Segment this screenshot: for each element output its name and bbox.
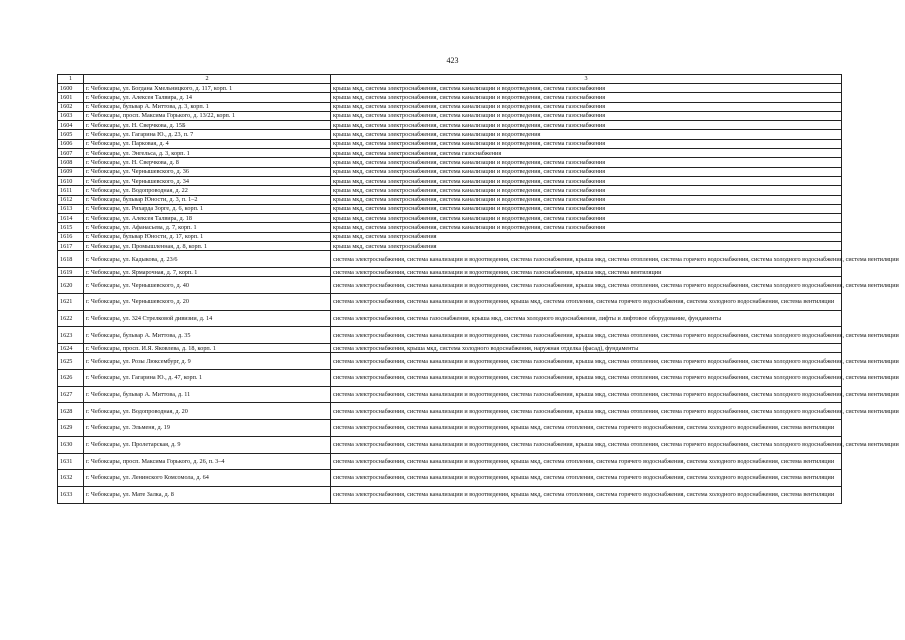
address-cell: г. Чебоксары, ул. Богдана Хмельницкого, д. 117, корп. 1 (84, 84, 331, 93)
row-number-cell: 1606 (58, 139, 84, 148)
row-number-cell: 1603 (58, 111, 84, 120)
table-row (58, 470, 842, 487)
table-row (58, 310, 842, 327)
row-number-cell: 1604 (58, 121, 84, 130)
row-number-cell: 1625 (58, 353, 84, 370)
table-row (58, 158, 842, 167)
works-cell: крыша мкд, система электроснабжения, система канализации и водоотведения (331, 130, 842, 139)
works-cell: система электроснабжения, крыша мкд, система холодного водоснабжения, наружная отделка (фасад), фундаменты (331, 344, 842, 353)
row-number-cell: 1601 (58, 93, 84, 102)
table-row (58, 214, 842, 223)
works-cell: крыша мкд, система электроснабжения, система канализации и водоотведения, система газоснабжения (331, 93, 842, 102)
row-number-cell: 1618 (58, 251, 84, 268)
row-number-cell: 1630 (58, 436, 84, 453)
column-header-address: 2 (84, 75, 331, 84)
works-cell: система электроснабжения, система канализации и водоотведения, крыша мкд, система отопления, система горячего водоснабжения, система холодного водоснабжения, система вентиляции (331, 453, 842, 470)
address-cell: г. Чебоксары, ул. Мате Залка, д. 8 (84, 486, 331, 503)
address-cell: г. Чебоксары, ул. Промышленная, д. 8, корп. 1 (84, 242, 331, 251)
works-cell: система электроснабжения, система канализации и водоотведения, система газоснабжения, крыша мкд, система отопления, система горячего водоснабжения, система холодного водоснабжения, система вентиляции (331, 251, 842, 268)
row-number-cell: 1605 (58, 130, 84, 139)
works-cell: система электроснабжения, система канализации и водоотведения, система газоснабжения, крыша мкд, система отопления, система горячего водоснабжения, система холодного водоснабжения, система вентиляции (331, 327, 842, 344)
table-row (58, 436, 842, 453)
works-cell: крыша мкд, система электроснабжения (331, 242, 842, 251)
table-row (58, 204, 842, 213)
table-row (58, 242, 842, 251)
row-number-cell: 1620 (58, 277, 84, 294)
address-cell: г. Чебоксары, ул. Чернышевского, д. 40 (84, 277, 331, 294)
works-cell: система электроснабжения, система канализации и водоотведения, система газоснабжения, крыша мкд, система отопления, система горячего водоснабжения, система холодного водоснабжения, система вентиляции (331, 436, 842, 453)
works-cell: крыша мкд, система электроснабжения, система канализации и водоотведения, система газоснабжения (331, 186, 842, 195)
row-number-cell: 1611 (58, 186, 84, 195)
table-row (58, 93, 842, 102)
works-cell: система электроснабжения, система канализации и водоотведения, система газоснабжения, крыша мкд, система вентиляции (331, 268, 842, 277)
table-row (58, 232, 842, 241)
works-cell: крыша мкд, система электроснабжения, система газоснабжения (331, 149, 842, 158)
table-row (58, 139, 842, 148)
works-cell: крыша мкд, система электроснабжения, система канализации и водоотведения, система газоснабжения (331, 176, 842, 185)
works-cell: система электроснабжения, система канализации и водоотведения, крыша мкд, система отопления, система горячего водоснабжения, система холодного водоснабжения, система вентиляции (331, 294, 842, 311)
table-row (58, 176, 842, 185)
address-cell: г. Чебоксары, ул. Афанасьева, д. 7, корп. 1 (84, 223, 331, 232)
table-row (58, 268, 842, 277)
address-cell: г. Чебоксары, ул. Рихарда Зорге, д. 6, корп. 1 (84, 204, 331, 213)
table-row (58, 353, 842, 370)
row-number-cell: 1623 (58, 327, 84, 344)
table-row (58, 195, 842, 204)
works-cell: система электроснабжения, система канализации и водоотведения, система газоснабжения, крыша мкд, система отопления, система горячего водоснабжения, система холодного водоснабжения, система вентиляции (331, 403, 842, 420)
row-number-cell: 1612 (58, 195, 84, 204)
column-header-works: 3 (331, 75, 842, 84)
row-number-cell: 1626 (58, 370, 84, 387)
table-row (58, 186, 842, 195)
works-cell: система электроснабжения, система газоснабжения, крыша мкд, система холодного водоснабжения, лифты и лифтовое оборудование, фундаменты (331, 310, 842, 327)
table-row (58, 167, 842, 176)
table-row (58, 486, 842, 503)
works-cell: крыша мкд, система электроснабжения, система канализации и водоотведения, система газоснабжения (331, 84, 842, 93)
works-cell: крыша мкд, система электроснабжения, система канализации и водоотведения, система газоснабжения (331, 158, 842, 167)
table-row (58, 420, 842, 437)
address-cell: г. Чебоксары, ул. Чернышевского, д. 34 (84, 176, 331, 185)
column-header-number: 1 (58, 75, 84, 84)
table-row (58, 121, 842, 130)
address-cell: г. Чебоксары, ул. Алексея Талвира, д. 18 (84, 214, 331, 223)
row-number-cell: 1609 (58, 167, 84, 176)
works-cell: система электроснабжения, система канализации и водоотведения, крыша мкд, система отопления, система горячего водоснабжения, система холодного водоснабжения, система вентиляции (331, 486, 842, 503)
address-cell: г. Чебоксары, ул. Ленинского Комсомола, д. 64 (84, 470, 331, 487)
table-row (58, 403, 842, 420)
address-cell: г. Чебоксары, ул. Эльменя, д. 19 (84, 420, 331, 437)
table-row (58, 251, 842, 268)
table-body (58, 84, 899, 504)
page-number: 423 (446, 56, 459, 65)
works-table (57, 74, 899, 504)
table-row (58, 327, 842, 344)
table-row (58, 130, 842, 139)
address-cell: г. Чебоксары, ул. Пролетарская, д. 9 (84, 436, 331, 453)
works-cell: крыша мкд, система электроснабжения, система канализации и водоотведения, система газоснабжения (331, 195, 842, 204)
address-cell: г. Чебоксары, ул. Н. Сверчкова, д. 15Б (84, 121, 331, 130)
row-number-cell: 1633 (58, 486, 84, 503)
works-cell: система электроснабжения, система канализации и водоотведения, крыша мкд, система отопления, система горячего водоснабжения, система холодного водоснабжения, система вентиляции (331, 420, 842, 437)
address-cell: г. Чебоксары, ул. Чернышевского, д. 20 (84, 294, 331, 311)
works-cell: крыша мкд, система электроснабжения, система канализации и водоотведения, система газоснабжения (331, 102, 842, 111)
row-number-cell: 1602 (58, 102, 84, 111)
address-cell: г. Чебоксары, ул. 324 Стрелковой дивизии, д. 14 (84, 310, 331, 327)
table-row (58, 453, 842, 470)
address-cell: г. Чебоксары, ул. Н. Сверчкова, д. 8 (84, 158, 331, 167)
row-number-cell: 1600 (58, 84, 84, 93)
table-row (58, 111, 842, 120)
row-number-cell: 1624 (58, 344, 84, 353)
row-number-cell: 1608 (58, 158, 84, 167)
address-cell: г. Чебоксары, бульвар А. Миттова, д. 11 (84, 386, 331, 403)
row-number-cell: 1631 (58, 453, 84, 470)
works-cell: крыша мкд, система электроснабжения, система канализации и водоотведения, система газоснабжения (331, 139, 842, 148)
row-number-cell: 1615 (58, 223, 84, 232)
row-number-cell: 1628 (58, 403, 84, 420)
address-cell: г. Чебоксары, ул. Розы Люксембург, д. 9 (84, 353, 331, 370)
row-number-cell: 1619 (58, 268, 84, 277)
address-cell: г. Чебоксары, просп. Максима Горького, д. 13/22, корп. 1 (84, 111, 331, 120)
address-cell: г. Чебоксары, ул. Гагарина Ю., д. 23, п. 7 (84, 130, 331, 139)
works-cell: система электроснабжения, система канализации и водоотведения, система газоснабжения, крыша мкд, система отопления, система горячего водоснабжения, система холодного водоснабжения, система вентиляции (331, 277, 842, 294)
address-cell: г. Чебоксары, ул. Энгельса, д. 3, корп. 1 (84, 149, 331, 158)
address-cell: г. Чебоксары, просп. Максима Горького, д. 26, п. 3–4 (84, 453, 331, 470)
address-cell: г. Чебоксары, ул. Кадыкова, д. 23/6 (84, 251, 331, 268)
row-number-cell: 1629 (58, 420, 84, 437)
address-cell: г. Чебоксары, ул. Ярмарочная, д. 7, корп. 1 (84, 268, 331, 277)
address-cell: г. Чебоксары, бульвар Юности, д. 3, п. 1–2 (84, 195, 331, 204)
table-row (58, 370, 842, 387)
works-cell: крыша мкд, система электроснабжения, система канализации и водоотведения, система газоснабжения (331, 223, 842, 232)
address-cell: г. Чебоксары, ул. Водопроводная, д. 20 (84, 403, 331, 420)
table-row (58, 223, 842, 232)
table-row (58, 386, 842, 403)
address-cell: г. Чебоксары, ул. Парковая, д. 4 (84, 139, 331, 148)
address-cell: г. Чебоксары, ул. Гагарина Ю., д. 47, корп. 1 (84, 370, 331, 387)
works-cell: крыша мкд, система электроснабжения, система канализации и водоотведения, система газоснабжения (331, 214, 842, 223)
table-row (58, 294, 842, 311)
row-number-cell: 1617 (58, 242, 84, 251)
row-number-cell: 1613 (58, 204, 84, 213)
works-cell: крыша мкд, система электроснабжения, система канализации и водоотведения, система газоснабжения (331, 167, 842, 176)
works-cell: крыша мкд, система электроснабжения (331, 232, 842, 241)
row-number-cell: 1621 (58, 294, 84, 311)
table-row (58, 84, 842, 93)
works-cell: система электроснабжения, система канализации и водоотведения, система газоснабжения, крыша мкд, система отопления, система горячего водоснабжения, система холодного водоснабжения, система вентиляции (331, 370, 842, 387)
row-number-cell: 1622 (58, 310, 84, 327)
works-cell: крыша мкд, система электроснабжения, система канализации и водоотведения, система газоснабжения (331, 204, 842, 213)
works-cell: крыша мкд, система электроснабжения, система канализации и водоотведения, система газоснабжения (331, 111, 842, 120)
address-cell: г. Чебоксары, просп. И.Я. Яковлева, д. 18, корп. 1 (84, 344, 331, 353)
row-number-cell: 1607 (58, 149, 84, 158)
table-row (58, 102, 842, 111)
table-header-row (58, 75, 842, 84)
row-number-cell: 1610 (58, 176, 84, 185)
works-cell: система электроснабжения, система канализации и водоотведения, крыша мкд, система отопления, система горячего водоснабжения, система холодного водоснабжения, система вентиляции (331, 470, 842, 487)
row-number-cell: 1616 (58, 232, 84, 241)
row-number-cell: 1627 (58, 386, 84, 403)
row-number-cell: 1632 (58, 470, 84, 487)
works-cell: крыша мкд, система электроснабжения, система канализации и водоотведения, система газоснабжения (331, 121, 842, 130)
address-cell: г. Чебоксары, бульвар А. Миттова, д. 35 (84, 327, 331, 344)
table-row (58, 344, 842, 353)
table-row (58, 277, 842, 294)
address-cell: г. Чебоксары, бульвар Юности, д. 17, корп. 1 (84, 232, 331, 241)
table-row (58, 149, 842, 158)
address-cell: г. Чебоксары, ул. Алексея Талвира, д. 14 (84, 93, 331, 102)
address-cell: г. Чебоксары, бульвар А. Миттова, д. 3, корп. 1 (84, 102, 331, 111)
address-cell: г. Чебоксары, ул. Водопроводная, д. 22 (84, 186, 331, 195)
works-cell: система электроснабжения, система канализации и водоотведения, система газоснабжения, крыша мкд, система отопления, система горячего водоснабжения, система холодного водоснабжения, система вентиляции (331, 386, 842, 403)
row-number-cell: 1614 (58, 214, 84, 223)
address-cell: г. Чебоксары, ул. Чернышевского, д. 36 (84, 167, 331, 176)
works-cell: система электроснабжения, система канализации и водоотведения, система газоснабжения, крыша мкд, система отопления, система горячего водоснабжения, система холодного водоснабжения, система вентиляции (331, 353, 842, 370)
